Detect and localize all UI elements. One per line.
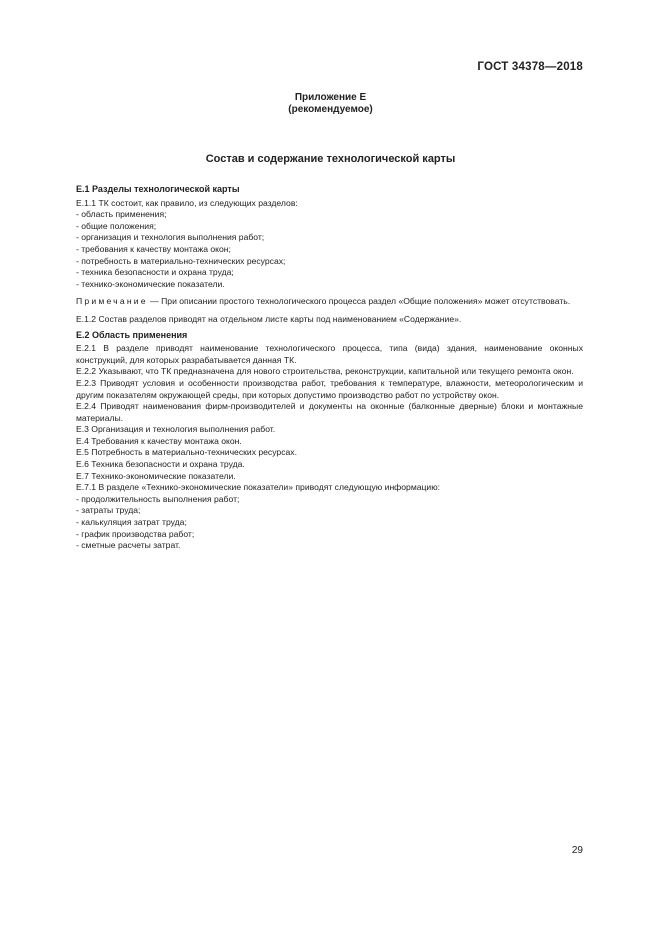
paragraph-e2-3: Е.2.3 Приводят условия и особенности производства работ, требования к температуре, влажности, метеорологическим и другим показателям окружающей среды, при которых допустимо производство работ по устройству окон.	[76, 377, 583, 400]
section-e6-line: Е.6 Техника безопасности и охрана труда.	[76, 459, 245, 470]
note-text: — При описании простого технологического процесса раздел «Общие положения» может отсутствовать.	[147, 296, 571, 307]
standard-code: ГОСТ 34378—2018	[477, 61, 583, 73]
list-item: - продолжительность выполнения работ;	[76, 493, 240, 504]
list-item: - общие положения;	[76, 220, 157, 231]
list-item: - техника безопасности и охрана труда;	[76, 267, 234, 278]
appendix-title: Приложение Е	[294, 92, 367, 103]
section-e2-heading: Е.2 Область применения	[76, 329, 188, 340]
list-item: - требования к качеству монтажа окон;	[76, 243, 231, 254]
paragraph-e2-1: Е.2.1 В разделе приводят наименование технологического процесса, типа (вида) здания, наименование оконных конструкций, для которых разрабатывается данная ТК.	[76, 343, 583, 365]
list-item: - сметные расчеты затрат.	[76, 540, 181, 551]
paragraph-e1-2: Е.1.2 Состав разделов приводят на отдельном листе карты под наименованием «Содержание».	[76, 313, 462, 324]
section-e4-line: Е.4 Требования к качеству монтажа окон.	[76, 435, 242, 446]
note-paragraph	[76, 296, 583, 308]
list-item: - потребность в материально-технических ресурсах;	[76, 255, 286, 266]
list-item: - затраты труда;	[76, 505, 141, 516]
note-prefix: Примечание	[76, 296, 148, 307]
paragraph-e2-4: Е.2.4 Приводят наименования фирм-производителей и документы на оконные (балконные дверные) блоки и монтажные материалы.	[76, 401, 583, 423]
paragraph-e1-1: Е.1.1 ТК состоит, как правило, из следующих разделов:	[76, 197, 298, 208]
section-e5-line: Е.5 Потребность в материально-технических ресурсах.	[76, 447, 297, 458]
list-item: - калькуляция затрат труда;	[76, 517, 187, 528]
paragraph-e7-1: Е.7.1 В разделе «Технико-экономические показатели» приводят следующую информацию:	[76, 482, 441, 493]
list-item: - организация и технология выполнения работ;	[76, 232, 265, 243]
section-e1-heading: Е.1 Разделы технологической карты	[76, 184, 240, 194]
document-body	[76, 184, 583, 552]
section-e3-line: Е.3 Организация и технология выполнения работ.	[76, 424, 276, 435]
list-item: - область применения;	[76, 209, 167, 220]
page-number: 29	[571, 845, 583, 856]
list-item: - график производства работ;	[76, 528, 195, 539]
appendix-subtitle: (рекомендуемое)	[288, 104, 373, 115]
paragraph-e2-2: Е.2.2 Указывают, что ТК предназначена для нового строительства, реконструкции, капитальной или текущего ремонта окон.	[76, 366, 574, 377]
appendix-heading	[0, 92, 661, 116]
main-title: Состав и содержание технологической карты	[205, 153, 456, 165]
list-item: - технико-экономические показатели.	[76, 278, 225, 289]
section-e7-line: Е.7 Технико-экономические показатели.	[76, 470, 236, 481]
